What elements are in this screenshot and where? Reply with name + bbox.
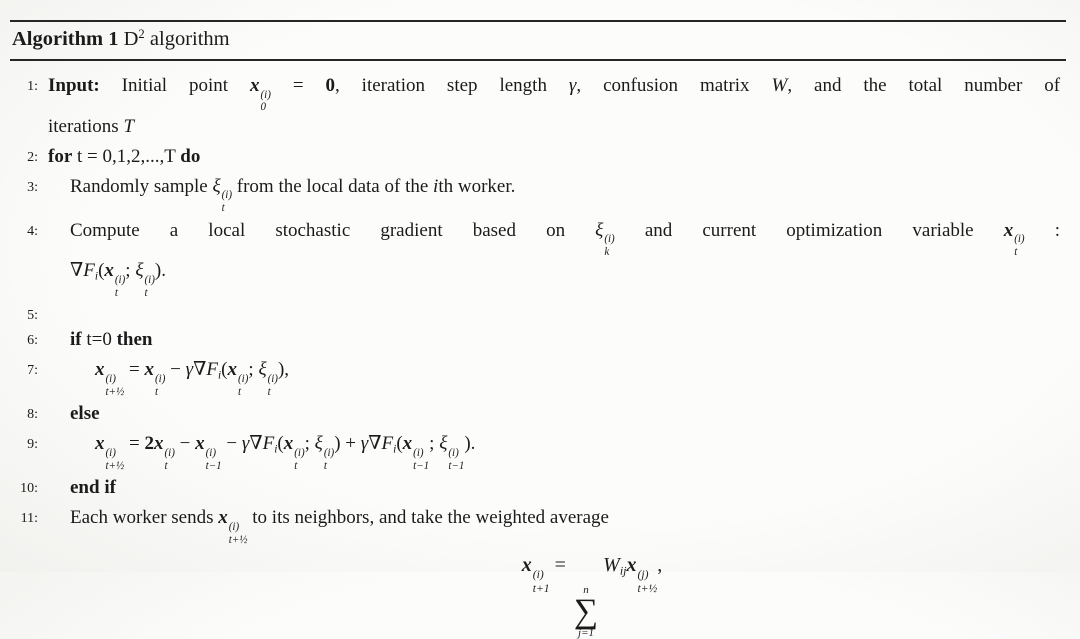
text-bold: then	[116, 329, 153, 351]
subscript: t	[323, 459, 327, 472]
subscript: t+½	[637, 581, 658, 595]
line-number: 10:	[20, 481, 38, 497]
math-scripted	[135, 260, 155, 299]
text: ),	[277, 359, 290, 381]
math-scripted	[153, 433, 175, 472]
sup-sub-stack	[237, 374, 248, 398]
text-bold: end if	[70, 477, 116, 499]
subscript: 0	[260, 101, 267, 114]
sup-sub-stack	[603, 234, 614, 258]
algo-line	[10, 302, 1066, 324]
algo-row	[70, 174, 1060, 215]
algo-line	[10, 401, 1066, 428]
line-number: 5:	[27, 308, 38, 324]
superscript: 2	[138, 27, 145, 42]
subscript: i	[94, 270, 99, 283]
text: ∇	[249, 433, 263, 455]
algo-row	[70, 505, 1060, 546]
math-italic: F	[381, 433, 394, 455]
sup-sub-stack	[105, 374, 125, 398]
subscript: t	[154, 385, 159, 398]
line-number: 7:	[27, 363, 38, 379]
text: to its neighbors, and take the weighted average	[247, 507, 609, 529]
text-bold: Algorithm 1	[12, 28, 119, 50]
math-italic: ξ	[258, 359, 267, 381]
algo-line	[10, 357, 1066, 398]
line-content	[48, 431, 1066, 472]
line-content	[48, 327, 1066, 354]
sup-sub-stack	[532, 569, 550, 594]
sigma-icon: ∑	[573, 593, 599, 631]
text-bold: else	[70, 403, 100, 425]
sup-sub-stack	[163, 448, 174, 472]
text: ;	[429, 433, 440, 455]
subscript: i	[393, 443, 397, 456]
text: ,	[657, 554, 663, 577]
text: −	[165, 359, 186, 381]
superscript: (i)	[1014, 233, 1025, 246]
math-italic: T	[123, 115, 135, 137]
math-bold-italic: x	[521, 554, 532, 577]
math-scripted	[314, 433, 335, 472]
math-italic: W	[603, 554, 620, 577]
math-scripted	[95, 433, 125, 472]
text-bold: for	[48, 145, 73, 167]
algo-line	[10, 73, 1066, 141]
text: (	[98, 260, 105, 282]
math-italic: F	[83, 260, 95, 282]
text-bold: 2	[144, 433, 154, 455]
subscript: t	[164, 459, 168, 472]
sup-sub-stack	[221, 190, 232, 214]
math-italic: F	[206, 359, 218, 381]
text: and current optimization variable	[614, 219, 1004, 241]
text: , and the total number of	[787, 74, 1061, 96]
sup-sub-stack	[636, 569, 657, 594]
math-italic: W	[771, 74, 788, 96]
math-scripted	[603, 554, 626, 576]
subscript: t	[114, 286, 118, 299]
text-bold: 0	[325, 74, 335, 96]
line-number: 9:	[27, 437, 38, 453]
math-bold-italic: x	[283, 433, 294, 455]
line-content	[48, 144, 1066, 171]
sup-sub-stack	[228, 522, 248, 546]
math-italic: i	[433, 175, 439, 197]
line-number: 2:	[27, 149, 38, 165]
superscript: (i)	[413, 447, 424, 460]
math-bold-italic: x	[144, 359, 154, 381]
sup-sub-stack	[205, 448, 222, 472]
text: ;	[304, 433, 315, 455]
algo-line	[10, 174, 1066, 215]
line-content	[48, 218, 1066, 300]
math-scripted	[83, 260, 98, 281]
text: t=0	[81, 329, 117, 351]
line-content	[48, 505, 1066, 546]
math-bold-italic: x	[218, 507, 228, 529]
superscript: (i)	[105, 447, 116, 460]
math-italic: ξ	[212, 175, 221, 197]
title-rule	[10, 59, 1066, 61]
subscript: t+½	[105, 385, 125, 398]
superscript: (i)	[144, 274, 155, 287]
top-rule	[10, 20, 1066, 22]
text: Randomly sample	[70, 175, 213, 197]
subscript: i	[218, 369, 222, 382]
algo-line	[10, 431, 1066, 472]
subscript: t	[238, 385, 242, 398]
text: ;	[248, 359, 259, 381]
text: ∇	[193, 359, 207, 381]
math-bold-italic: x	[626, 554, 637, 577]
line-content	[48, 302, 1066, 322]
math-italic: γ	[360, 433, 369, 455]
text: ).	[464, 433, 476, 455]
math-scripted	[283, 433, 305, 472]
sup-sub-stack	[154, 374, 165, 398]
math-scripted	[218, 507, 248, 546]
subscript: ij	[619, 563, 627, 578]
subscript: t+½	[105, 459, 125, 472]
summation	[574, 585, 598, 639]
text: Initial point	[99, 74, 250, 96]
algorithm-body	[10, 71, 1066, 547]
algo-row	[70, 258, 1060, 299]
math-italic: ξ	[595, 219, 604, 241]
line-number: 1:	[27, 78, 38, 94]
text: (	[277, 433, 284, 455]
math-scripted	[104, 260, 126, 299]
superscript: (i)	[205, 447, 217, 460]
algo-row	[70, 475, 1060, 502]
superscript: (i)	[267, 373, 278, 386]
sup-sub-stack	[1013, 234, 1024, 258]
line-number: 8:	[27, 407, 38, 423]
line-number: 3:	[27, 179, 38, 195]
line-number: 11:	[20, 511, 38, 527]
algo-row	[95, 431, 1060, 472]
math-bold-italic: x	[153, 433, 164, 455]
algorithm-title	[10, 25, 1066, 56]
math-bold-italic: x	[95, 359, 105, 381]
math-italic: γ	[185, 359, 194, 381]
superscript: (i)	[448, 447, 459, 460]
sup-sub-stack	[447, 448, 464, 472]
math-bold-italic: x	[104, 260, 114, 282]
algo-line	[10, 327, 1066, 354]
text: −	[174, 433, 196, 455]
math-scripted	[95, 359, 125, 398]
line-number: 4:	[27, 223, 38, 239]
sup-sub-stack	[114, 275, 125, 299]
superscript: (i)	[532, 568, 544, 582]
text: ;	[125, 260, 136, 282]
sup-sub-stack	[143, 275, 154, 299]
text: algorithm	[144, 28, 230, 50]
math-scripted	[595, 219, 615, 258]
math-scripted	[195, 433, 222, 472]
text: =	[124, 433, 145, 455]
algo-line	[10, 218, 1066, 300]
sup-sub-stack	[412, 448, 429, 472]
subscript: t+½	[228, 533, 248, 546]
text-bold: Input:	[48, 74, 100, 96]
superscript: (i)	[154, 373, 166, 386]
math-scripted	[402, 433, 430, 472]
text: ∇	[368, 433, 382, 455]
algo-line	[10, 475, 1066, 502]
text: ∇	[70, 260, 84, 282]
subscript: i	[274, 443, 278, 456]
subscript: t+1	[532, 581, 550, 595]
subscript: t	[221, 201, 225, 214]
math-bold-italic: x	[195, 433, 205, 455]
math-scripted	[521, 554, 550, 595]
subscript: t−1	[205, 459, 222, 472]
text: −	[221, 433, 242, 455]
math-scripted	[212, 175, 233, 214]
text: t = 0,1,2,...,T	[72, 145, 181, 167]
text: ).	[154, 260, 166, 282]
line-content	[48, 401, 1066, 428]
math-italic: ξ	[439, 433, 448, 455]
math-scripted	[250, 74, 271, 114]
math-bold-italic: x	[227, 359, 237, 381]
math-italic: ξ	[314, 433, 323, 455]
subscript: t	[144, 286, 148, 299]
subscript: k	[604, 245, 610, 258]
line-number: 6:	[27, 333, 38, 349]
text: D	[118, 28, 139, 50]
sup-sub-stack	[260, 90, 271, 114]
math-scripted	[263, 433, 278, 454]
text: Compute a local stochastic gradient based on	[70, 219, 596, 241]
text: =	[124, 359, 145, 381]
math-scripted	[439, 433, 465, 472]
subscript: t−1	[413, 459, 430, 472]
math-italic: ξ	[135, 260, 144, 282]
algo-row	[70, 327, 1060, 354]
text: (	[396, 433, 403, 455]
text-bold: do	[180, 145, 201, 167]
text: ) +	[334, 433, 361, 455]
text: (	[221, 359, 228, 381]
superscript: (i)	[323, 447, 335, 460]
math-bold-italic: x	[402, 433, 413, 455]
line-content	[48, 475, 1066, 502]
subscript: t	[267, 385, 271, 398]
superscript: (i)	[164, 447, 175, 460]
algo-row	[48, 73, 1060, 114]
superscript: (i)	[238, 373, 249, 386]
math-bold-italic: x	[95, 433, 105, 455]
text: =	[270, 74, 326, 96]
algo-row	[48, 144, 1060, 171]
text: Each worker sends	[70, 507, 219, 529]
algo-row	[48, 114, 1060, 141]
math-bold-italic: x	[1003, 219, 1014, 241]
math-scripted	[1003, 219, 1025, 258]
text: , iteration step length	[335, 74, 569, 96]
subscript: t−1	[448, 459, 465, 472]
sup-sub-stack	[105, 448, 125, 472]
math-italic: γ	[568, 74, 577, 96]
math-scripted	[626, 554, 658, 595]
math-scripted	[258, 359, 278, 398]
text: , confusion matrix	[576, 74, 772, 96]
algo-row	[70, 218, 1060, 259]
sum-upper-limit: n	[583, 584, 589, 597]
math-italic: F	[262, 433, 275, 455]
algo-row	[70, 401, 1060, 428]
algo-line	[10, 144, 1066, 171]
line-content	[48, 357, 1066, 398]
sup-sub-stack	[323, 448, 334, 472]
subscript: t	[1014, 245, 1018, 258]
superscript: (i)	[604, 233, 615, 246]
line-content	[48, 73, 1066, 141]
text: from the local data of the	[232, 175, 434, 197]
subscript: t	[294, 459, 298, 472]
superscript: (i)	[105, 373, 116, 386]
superscript: (i)	[294, 447, 305, 460]
algo-line	[10, 505, 1066, 546]
display-equation	[10, 554, 1066, 639]
superscript: (i)	[260, 88, 271, 101]
math-scripted	[227, 359, 249, 398]
math-scripted	[144, 359, 166, 398]
text: iterations	[48, 115, 124, 137]
superscript: (i)	[228, 521, 240, 534]
text: :	[1024, 219, 1060, 241]
text: th worker.	[438, 175, 516, 197]
superscript: (j)	[637, 568, 649, 582]
sup-sub-stack	[293, 448, 304, 472]
math-scripted	[206, 359, 221, 380]
superscript: (i)	[114, 274, 126, 287]
text: =	[549, 554, 571, 577]
sup-sub-stack	[267, 374, 278, 398]
superscript: (i)	[221, 189, 233, 202]
line-content	[48, 174, 1066, 215]
algo-row	[95, 357, 1060, 398]
algo-row	[48, 302, 1060, 322]
sum-lower-limit: j=1	[578, 627, 594, 639]
text-bold: if	[70, 329, 82, 351]
math-italic: γ	[241, 433, 250, 455]
math-bold-italic: x	[250, 74, 260, 96]
math-scripted	[382, 433, 397, 454]
